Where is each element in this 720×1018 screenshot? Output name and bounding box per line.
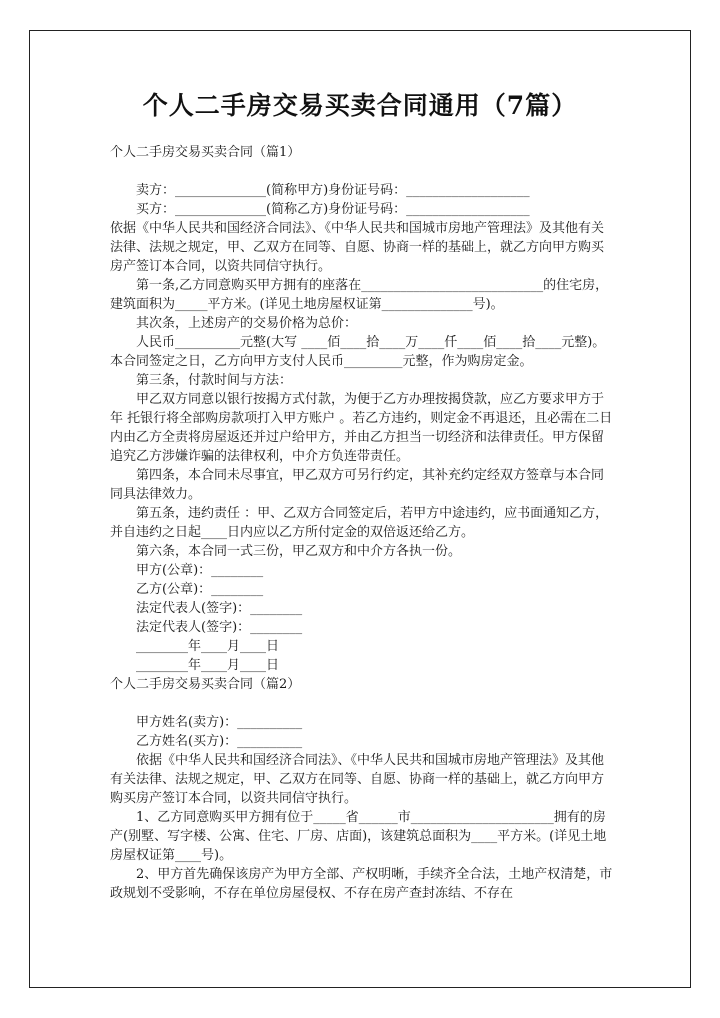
article-1: 第一条,乙方同意购买甲方拥有的座落在____________________________的住宅房，建筑面积为_____平方米。(详见土地房屋权证第______________号)。 [110, 278, 609, 312]
contract-2-heading: 个人二手房交易买卖合同（篇2） [110, 677, 301, 692]
spacer [110, 694, 615, 713]
representative-a-signature: 法定代表人(签字)：________ [136, 601, 303, 616]
document-body [110, 143, 615, 903]
item-2: 2、甲方首先确保该房产为甲方全部、产权明晰，手续齐全合法，土地产权清楚，市政规划不受影响，不存在单位房屋侵权、不存在房产查封冻结、不存在 [110, 867, 613, 901]
article-6: 第六条，本合同一式三份，甲乙双方和中介方各执一份。 [136, 544, 462, 559]
representative-b-signature: 法定代表人(签字)：________ [136, 620, 303, 635]
article-4: 第四条，本合同未尽事宜，甲乙双方可另行约定，其补充约定经双方签章与本合同同具法律效力。 [110, 468, 605, 502]
buyer-name-line: 乙方姓名(买方)：__________ [136, 734, 303, 749]
date-line-a: ________年____月____日 [136, 639, 280, 654]
party-b-seal: 乙方(公章)：________ [136, 582, 264, 597]
contract-1-heading: 个人二手房交易买卖合同（篇1） [110, 145, 301, 160]
document-title: 个人二手房交易买卖合同通用（7篇） [142, 91, 578, 120]
preamble-paragraph: 依据《中华人民共和国经济合同法》、《中华人民共和国城市房地产管理法》及其他有关法律、法规之规定，甲、乙双方在同等、自愿、协商一样的基础上，就乙方向甲方购买房产签订本合同，以资共同信守执行。 [110, 221, 605, 274]
seller-line: 卖方：______________(简称甲方)身份证号码：___________________ [136, 183, 530, 198]
article-5: 第五条，违约责任 ：甲、乙双方合同签定后，若甲方中途违约，应书面通知乙方，并自违约之日起____日内应以乙方所付定金的双倍返还给乙方。 [110, 506, 609, 540]
party-a-seal: 甲方(公章)：________ [136, 563, 264, 578]
preamble-paragraph-2: 依据《中华人民共和国经济合同法》、《中华人民共和国城市房地产管理法》及其他有关法律、法规之规定，甲、乙双方在同等、自愿、协商一样的基础上，就乙方向甲方购买房产签订本合同，以资共同信守执行。 [110, 753, 605, 806]
date-line-b: ________年____月____日 [136, 658, 280, 673]
buyer-line: 买方：______________(简称乙方)身份证号码：___________________ [136, 202, 530, 217]
spacer [110, 162, 615, 181]
article-2-body: 人民币__________元整(大写 ____佰____拾____万____仟____佰____拾____元整)。本合同签定之日，乙方向甲方支付人民币_________元整，作为购房定金。 [110, 335, 606, 369]
seller-name-line: 甲方姓名(卖方)：__________ [136, 715, 303, 730]
article-3-body: 甲乙双方同意以银行按揭方式付款，为便于乙方办理按揭贷款，应乙方要求甲方于 年 托银行将全部购房款项打入甲方账户 。若乙方违约，则定金不再退还，且必需在二日内由乙方全责将房屋返还并过户给甲方，并由乙方担当一切经济和法律责任。甲方保留追究乙方涉嫌诈骗的法律权利，中介方负连带责任。 [110, 392, 613, 464]
article-2-heading: 其次条，上述房产的交易价格为总价： [136, 316, 358, 331]
item-1: 1、乙方同意购买甲方拥有位于_____省______市______________________拥有的房产(别墅、写字楼、公寓、住宅、厂房、店面)，该建筑总面积为____平方米。(详见土地房屋权证第____号)。 [110, 810, 607, 863]
article-3-heading: 第三条，付款时间与方法： [136, 373, 293, 388]
